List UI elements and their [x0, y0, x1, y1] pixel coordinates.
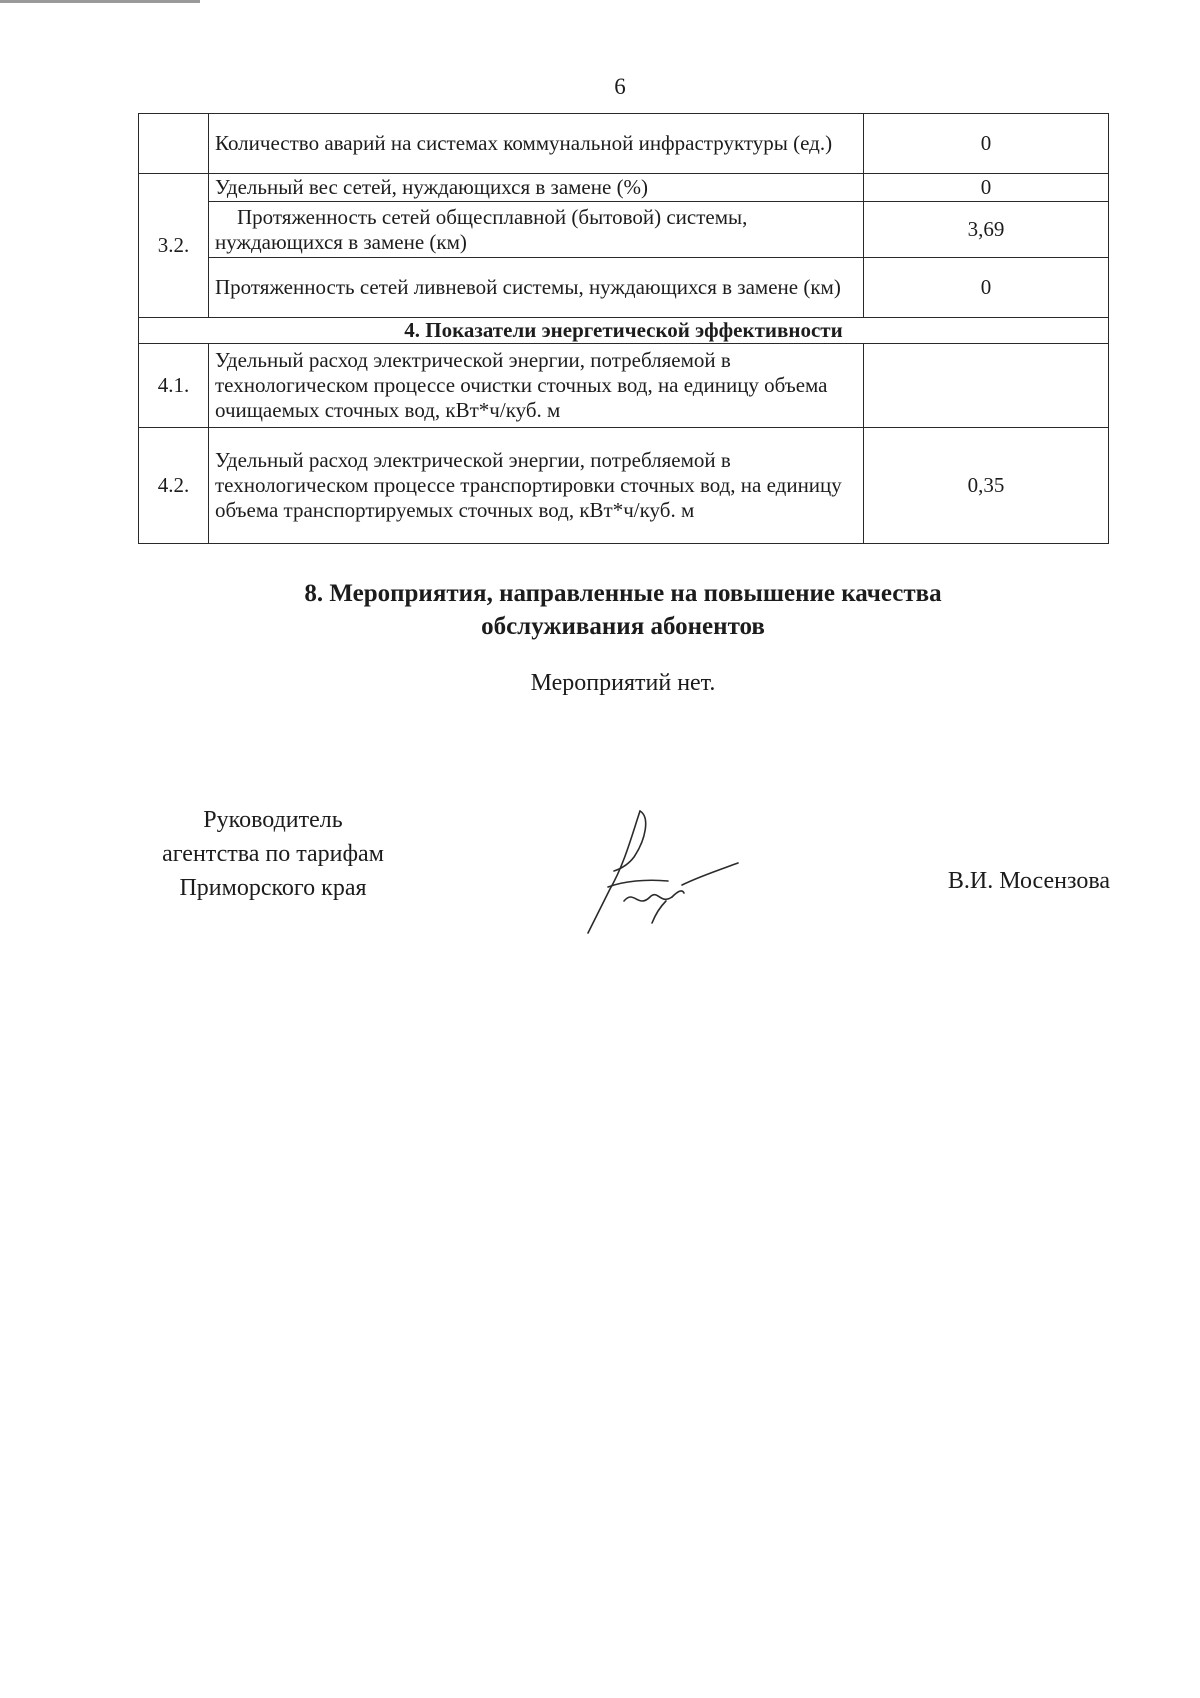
section-heading-line: обслуживания абонентов — [481, 613, 765, 640]
signer-name: В.И. Мосензова — [947, 868, 1110, 894]
row-description: Протяженность сетей ливневой системы, нуждающихся в замене (км) — [209, 258, 864, 318]
table-row — [139, 428, 1109, 544]
row-number: 4.1. — [139, 344, 209, 428]
row-value: 0 — [864, 114, 1109, 174]
section-heading-line: 8. Мероприятия, направленные на повышение качества — [304, 580, 942, 607]
signer-position-line: Руководитель — [203, 807, 343, 833]
row-description: Удельный вес сетей, нуждающихся в замене (%) — [209, 174, 864, 202]
no-events-text: Мероприятий нет. — [530, 670, 716, 696]
row-number: 3.2. — [139, 174, 209, 318]
row-number: 4.2. — [139, 428, 209, 544]
table-row — [139, 202, 1109, 258]
row-value: 0 — [864, 174, 1109, 202]
signer-position — [128, 803, 418, 905]
signer-position-line: агентства по тарифам — [162, 841, 384, 867]
section-title: 4. Показатели энергетической эффективности — [139, 318, 1109, 344]
row-description: Количество аварий на системах коммунальной инфраструктуры (ед.) — [209, 114, 864, 174]
table-row — [139, 344, 1109, 428]
row-number — [139, 114, 209, 174]
row-value: 3,69 — [864, 202, 1109, 258]
page-number: 6 — [614, 74, 626, 99]
scan-edge-mark — [0, 0, 200, 3]
handwritten-signature — [580, 805, 740, 940]
table-row — [139, 114, 1109, 174]
table-section-row — [139, 318, 1109, 344]
row-value — [864, 344, 1109, 428]
row-value: 0,35 — [864, 428, 1109, 544]
row-description: Протяженность сетей общесплавной (бытовой) системы, нуждающихся в замене (км) — [209, 202, 864, 258]
row-value: 0 — [864, 258, 1109, 318]
section-heading — [138, 577, 1108, 643]
indicators-table — [138, 113, 1109, 544]
signer-position-line: Приморского края — [179, 875, 367, 901]
row-description: Удельный расход электрической энергии, потребляемой в технологическом процессе транспортировки сточных вод, на единицу объема транспортируемых сточных вод, кВт*ч/куб. м — [209, 428, 864, 544]
table-row — [139, 174, 1109, 202]
row-description: Удельный расход электрической энергии, потребляемой в технологическом процессе очистки сточных вод, на единицу объема очищаемых сточных вод, кВт*ч/куб. м — [209, 344, 864, 428]
table-row — [139, 258, 1109, 318]
